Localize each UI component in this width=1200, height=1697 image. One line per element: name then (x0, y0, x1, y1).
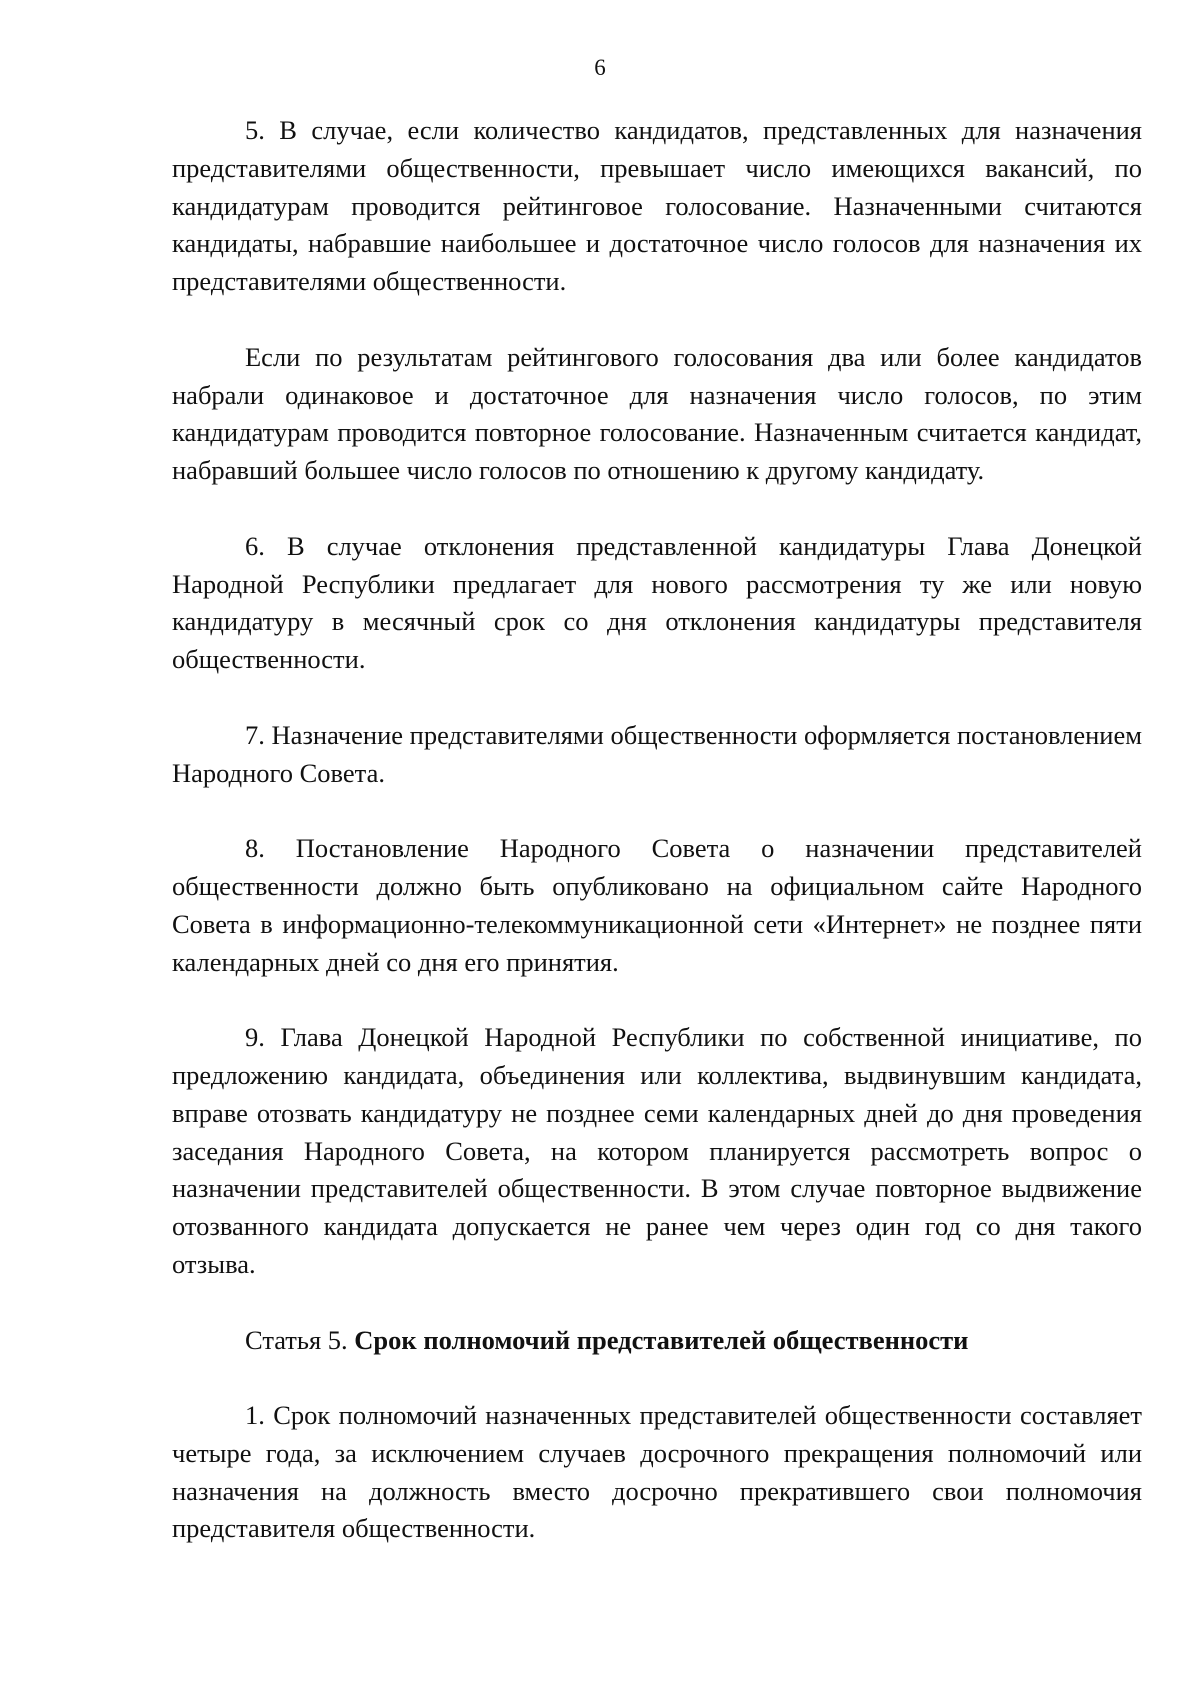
article-prefix: Статья 5. (245, 1324, 355, 1355)
paragraph-5-continued: Если по результатам рейтингового голосования два или более кандидатов набрали одинаковое и достаточное для назначения число голосов, по этим кандидатурам проводится повторное голосование. Назначенным считается кандидат, набравший большее число голосов по отношению к другому кандидату. (172, 341, 1142, 486)
article-title: Срок полномочий представителей общественности (354, 1324, 969, 1355)
paragraph-8: 8. Постановление Народного Совета о назначении представителей общественности должно быть опубликовано на официальном сайте Народного Совета в информационно-телекоммуникационной сети «Интернет» не позднее пяти календарных дней со дня его принятия. (172, 833, 1142, 977)
article-heading (172, 1322, 1142, 1360)
paragraph-5: 5. В случае, если количество кандидатов, представленных для назначения представителями общественности, превышает число имеющихся вакансий, по кандидатурам проводится рейтинговое голосование. Назначенными считаются кандидаты, набравшие наибольшее и достаточное число голосов для назначения их представителями общественности. (172, 115, 1142, 297)
paragraph-7: 7. Назначение представителями общественности оформляется постановлением Народного Совета. (172, 719, 1142, 788)
article-5-paragraph-1: 1. Срок полномочий назначенных представителей общественности составляет четыре года, за исключением случаев досрочного прекращения полномочий или назначения на должность вместо досрочно прекратившего свои полномочия представителя общественности. (172, 1400, 1142, 1544)
document-body (172, 112, 1142, 1586)
page-number: 6 (594, 55, 606, 80)
paragraph-9: 9. Глава Донецкой Народной Республики по собственной инициативе, по предложению кандидата, объединения или коллектива, выдвинувшим кандидата, вправе отозвать кандидатуру не позднее семи календарных дней до дня проведения заседания Народного Совета, на котором планируется рассмотреть вопрос о назначении представителей общественности. В этом случае повторное выдвижение отозванного кандидата допускается не ранее чем через один год со дня такого отзыва. (172, 1022, 1142, 1279)
paragraph-6: 6. В случае отклонения представленной кандидатуры Глава Донецкой Народной Республики предлагает для нового рассмотрения ту же или новую кандидатуру в месячный срок со дня отклонения кандидатуры представителя общественности. (172, 530, 1142, 675)
